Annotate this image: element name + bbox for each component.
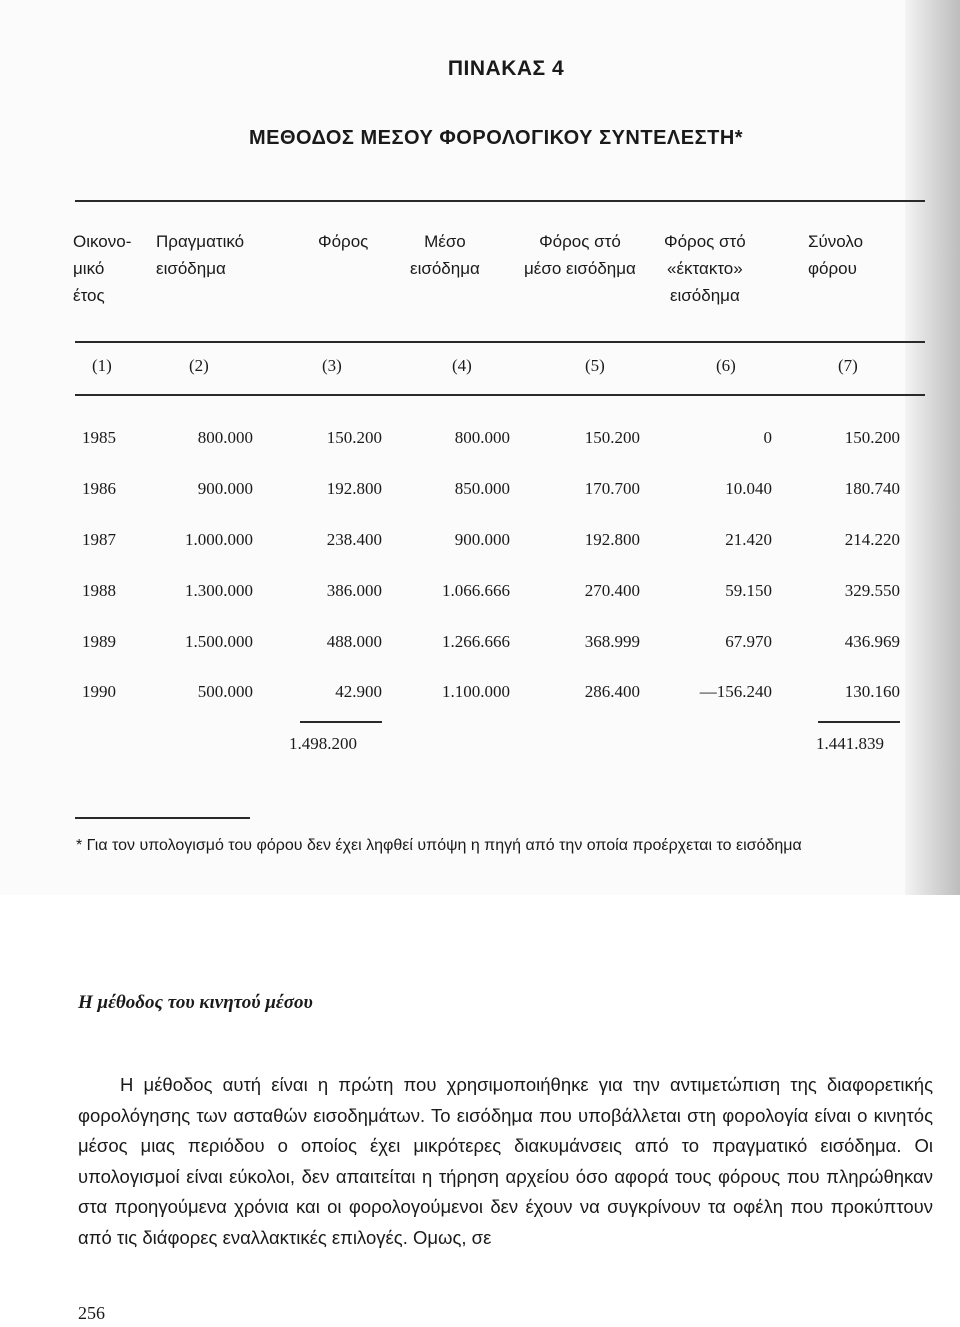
cell-tax: 238.400 [326, 530, 382, 549]
table-row [0, 682, 960, 712]
cell-average-income: 1.266.666 [442, 632, 510, 651]
table-row [0, 632, 960, 662]
total-sum-line [818, 721, 900, 723]
footnote-rule [75, 817, 250, 819]
cell-actual-income: 800.000 [197, 428, 253, 447]
cell-year: 1985 [82, 428, 116, 447]
header-actual-income: Πραγματικό εισόδημα [156, 232, 245, 278]
column-number: (1) [92, 356, 112, 375]
column-number: (5) [585, 356, 605, 375]
cell-actual-income: 1.000.000 [185, 530, 253, 549]
header-total-tax: Σύνολο φόρου [808, 232, 864, 278]
cell-year: 1990 [82, 682, 116, 701]
tax-sum-line [300, 721, 382, 723]
header-average-income: Μέσο εισόδημα [410, 232, 480, 278]
cell-tax-on-average: 286.400 [584, 682, 640, 701]
cell-year: 1988 [82, 581, 116, 600]
header-tax-on-average: Φόρος στό μέσο εισόδημα [524, 232, 636, 278]
cell-actual-income: 1.300.000 [185, 581, 253, 600]
cell-year: 1986 [82, 479, 116, 498]
header-tax: Φόρος [318, 232, 369, 251]
column-number: (3) [322, 356, 342, 375]
table-title: ΠΙΝΑΚΑΣ 4 [447, 57, 565, 80]
page-number: 256 [78, 1303, 105, 1323]
table-row [0, 479, 960, 509]
table-row [0, 581, 960, 611]
table-row [0, 428, 960, 458]
column-number: (4) [452, 356, 472, 375]
cell-year: 1987 [82, 530, 116, 549]
header-fiscal-year: Οικονο- μικό έτος [73, 232, 132, 305]
cell-tax-on-extra: 21.420 [725, 530, 772, 549]
cell-tax-on-average: 270.400 [584, 581, 640, 600]
table-top-rule [75, 200, 925, 202]
cell-tax-on-extra: 67.970 [725, 632, 772, 651]
cell-tax-on-extra: 0 [763, 428, 772, 447]
cell-average-income: 1.066.666 [442, 581, 510, 600]
cell-tax-on-average: 368.999 [584, 632, 640, 651]
cell-total-tax: 180.740 [844, 479, 900, 498]
cell-total-tax: 214.220 [844, 530, 900, 549]
cell-tax-on-extra: 59.150 [725, 581, 772, 600]
body-paragraph: Η μέθοδος αυτή είναι η πρώτη που χρησιμοποιήθηκε για την αντιμετώπιση της διαφορετικής φορολόγησης των ασταθών εισοδημάτων. Το εισόδημα που υποβάλλεται στη φορολογία είναι ο κινητός μέσος μιας περιόδου ο οποίος έχει μικρότερες διακυμάνσεις από το πραγματικό εισόδημα. Οι υπολογισμοί είναι εύκολοι, δεν απαιτείται η τήρηση αρχείου όσο αφορά τους φόρους που πληρώθηκαν στα προηγούμενα χρόνια και οι φορολογούμενοι δεν έχουν να συγκρίνουν τα οφέλη που προκύπτουν από τις διάφορες εναλλακτικές επιλογές. Ομως, σε [78, 1074, 933, 1248]
cell-tax: 488.000 [326, 632, 382, 651]
cell-tax-on-extra: 10.040 [725, 479, 772, 498]
total-tax-sum: 1.498.200 [289, 734, 357, 753]
header-tax-on-extra: Φόρος στό «έκτακτο» εισόδημα [664, 232, 746, 305]
cell-tax-on-extra: —156.240 [699, 682, 772, 701]
table-row [0, 530, 960, 560]
cell-average-income: 800.000 [454, 428, 510, 447]
column-number: (2) [189, 356, 209, 375]
column-number: (6) [716, 356, 736, 375]
cell-average-income: 850.000 [454, 479, 510, 498]
cell-actual-income: 500.000 [197, 682, 253, 701]
cell-actual-income: 1.500.000 [185, 632, 253, 651]
cell-total-tax: 436.969 [844, 632, 900, 651]
cell-tax: 192.800 [326, 479, 382, 498]
section-heading: Η μέθοδος του κινητού μέσου [78, 992, 313, 1013]
cell-tax: 386.000 [326, 581, 382, 600]
table-subtitle: ΜΕΘΟΔΟΣ ΜΕΣΟΥ ΦΟΡΟΛΟΓΙΚΟΥ ΣΥΝΤΕΛΕΣΤΗ* [248, 127, 744, 149]
column-numbers-rule [75, 394, 925, 396]
cell-tax-on-average: 170.700 [584, 479, 640, 498]
header-bottom-rule [75, 341, 925, 343]
cell-tax-on-average: 192.800 [584, 530, 640, 549]
cell-average-income: 1.100.000 [442, 682, 510, 701]
cell-year: 1989 [82, 632, 116, 651]
total-total-tax-sum: 1.441.839 [816, 734, 884, 753]
cell-actual-income: 900.000 [197, 479, 253, 498]
cell-tax: 42.900 [335, 682, 382, 701]
cell-total-tax: 150.200 [844, 428, 900, 447]
cell-total-tax: 329.550 [844, 581, 900, 600]
cell-average-income: 900.000 [454, 530, 510, 549]
cell-total-tax: 130.160 [844, 682, 900, 701]
column-number: (7) [838, 356, 858, 375]
cell-tax: 150.200 [326, 428, 382, 447]
cell-tax-on-average: 150.200 [584, 428, 640, 447]
table-footnote: * Για τον υπολογισμό του φόρου δεν έχει ληφθεί υπόψη η πηγή από την οποία προέρχεται το εισόδημα [76, 837, 802, 854]
